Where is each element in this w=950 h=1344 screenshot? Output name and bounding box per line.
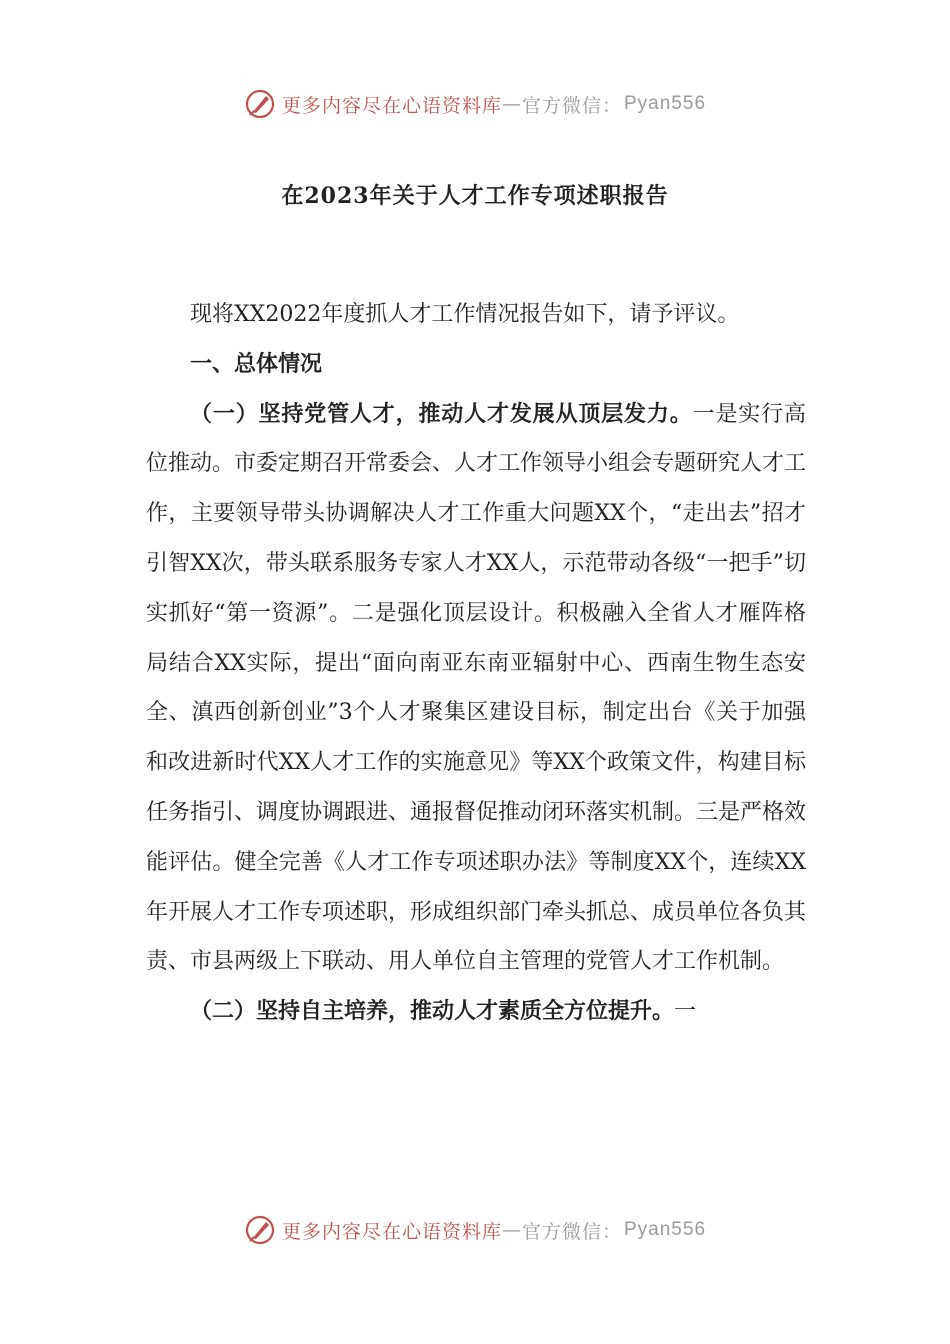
- subsection-2-heading: （二）坚持自主培养，推动人才素质全方位提升。: [190, 998, 675, 1025]
- watermark-dash: —: [501, 93, 522, 115]
- watermark-main-text: 更多内容尽在心语资料库: [281, 1220, 502, 1243]
- section-heading: 一、总体情况: [190, 350, 323, 377]
- quill-logo-icon: [244, 1214, 276, 1246]
- subsection-1-body: 一是实行高位推动。市委定期召开常委会、人才工作领导小组会专题研究人才工作，主要领导带头协调解决人才工作重大问题XX个，“走出去”招才引智XX次，带头联系服务专家人才XX人，示范带动各级“一把手”切实抓好“第一资源”。二是强化顶层设计。积极融入全省人才雁阵格局结合XX实际，提出“面向南亚东南亚辐射中心、西南生物生态安全、滇西创新创业”3个人才聚集区建设目标，制定出台《关于加强和改进新时代XX人才工作的实施意见》等XX个政策文件，构建目标任务指引、调度协调跟进、通报督促推动闭环落实机制。三是严格效能评估。健全完善《人才工作专项述职办法》等制度XX个，连续XX年开展人才工作专项述职，形成组织部门牵头抓总、成员单位各负其责、市县两级上下联动、用人单位自主管理的党管人才工作机制。: [146, 401, 807, 975]
- watermark-wechat-label: 官方微信：: [521, 94, 622, 117]
- subsection-1-paragraph: [146, 390, 806, 988]
- watermark-banner-top: [0, 84, 950, 124]
- document-body: [146, 290, 806, 1037]
- watermark-wechat-label: 官方微信：: [521, 1220, 622, 1243]
- watermark-wechat-id: Pyan556: [624, 93, 707, 114]
- watermark-banner-bottom: [0, 1210, 950, 1250]
- watermark-main-text: 更多内容尽在心语资料库: [281, 94, 502, 117]
- subsection-1-heading: （一）坚持党管人才，推动人才发展从顶层发力。: [190, 400, 693, 427]
- watermark-dash: —: [501, 1219, 522, 1241]
- watermark-wechat-id: Pyan556: [624, 1219, 707, 1240]
- intro-paragraph: 现将XX2022年度抓人才工作情况报告如下，请予评议。: [190, 302, 740, 327]
- subsection-2-paragraph: [146, 987, 806, 1037]
- quill-logo-icon: [244, 88, 276, 120]
- subsection-2-body: 一: [674, 999, 697, 1025]
- document-title: 在2023年关于人才工作专项述职报告: [281, 183, 669, 209]
